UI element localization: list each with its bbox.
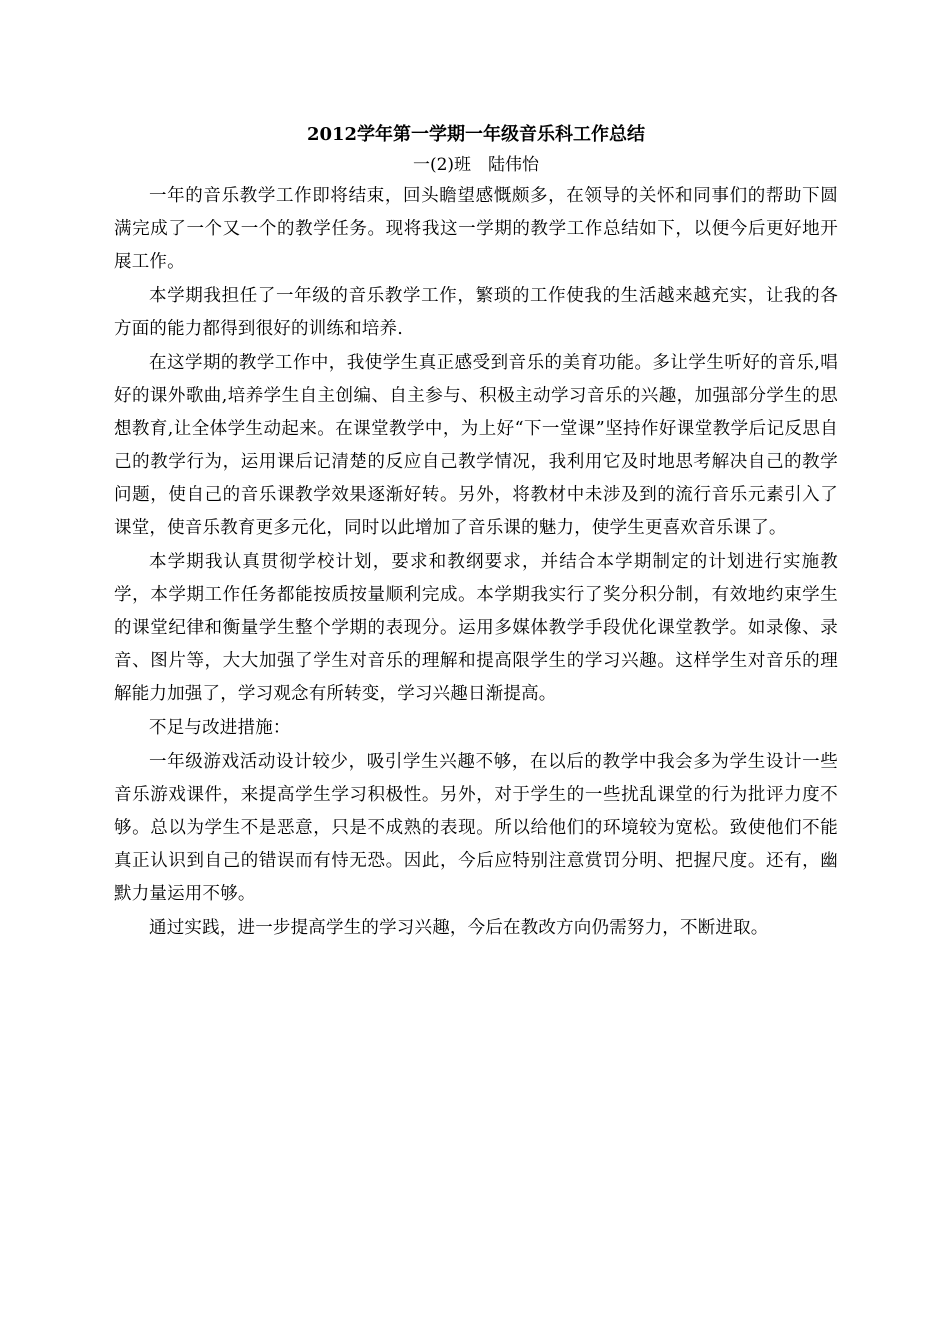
paragraph-plan: 本学期我认真贯彻学校计划，要求和教纲要求，并结合本学期制定的计划进行实施教学，本学期工作任务都能按质按量顺利完成。本学期我实行了奖分积分制，有效地约束学生的课堂纪律和衡量学生整个学期的表现分。运用多媒体教学手段优化课堂教学。如录像、录音、图片等，大大加强了学生对音乐的理解和提高限学生的学习兴趣。这样学生对音乐的理解能力加强了，学习观念有所转变，学习兴趣日渐提高。 xyxy=(114,552,838,704)
paragraph-shortcomings: 一年级游戏活动设计较少，吸引学生兴趣不够，在以后的教学中我会多为学生设计一些音乐游戏课件，来提高学生学习积极性。另外，对于学生的一些扰乱课堂的行为批评力度不够。总以为学生不是恶意，只是不成熟的表现。所以给他们的环境较为宽松。致使他们不能真正认识到自己的错误而有恃无恐。因此，今后应特别注意赏罚分明、把握尺度。还有，幽默力量运用不够。 xyxy=(114,752,838,904)
author-line: 一(2)班 陆伟怡 xyxy=(412,155,540,175)
paragraph-intro: 一年的音乐教学工作即将结束，回头瞻望感慨颇多，在领导的关怀和同事们的帮助下圆满完成了一个又一个的教学任务。现将我这一学期的教学工作总结如下，以便今后更好地开展工作。 xyxy=(114,186,838,272)
document-title: 2012学年第一学期一年级音乐科工作总结 xyxy=(306,124,646,145)
paragraph-conclusion: 通过实践，进一步提高学生的学习兴趣，今后在教改方向仍需努力，不断进取。 xyxy=(149,918,769,938)
paragraph-teaching: 在这学期的教学工作中，我使学生真正感受到音乐的美育功能。多让学生听好的音乐,唱好的课外歌曲,培养学生自主创编、自主参与、积极主动学习音乐的兴趣，加强部分学生的思想教育,让全体学生动起来。在课堂教学中，为上好“下一堂课”坚持作好课堂教学后记反思自己的教学行为，运用课后记清楚的反应自己教学情况，我利用它及时地思考解决自己的教学问题，使自己的音乐课教学效果逐渐好转。另外，将教材中未涉及到的流行音乐元素引入了课堂，使音乐教育更多元化，同时以此增加了音乐课的魅力，使学生更喜欢音乐课了。 xyxy=(114,353,838,538)
paragraph-shortcomings-heading: 不足与改进措施： xyxy=(149,718,291,738)
document-page xyxy=(114,122,838,946)
paragraph-duties: 本学期我担任了一年级的音乐教学工作，繁琐的工作使我的生活越来越充实，让我的各方面的能力都得到很好的训练和培养. xyxy=(114,286,838,339)
